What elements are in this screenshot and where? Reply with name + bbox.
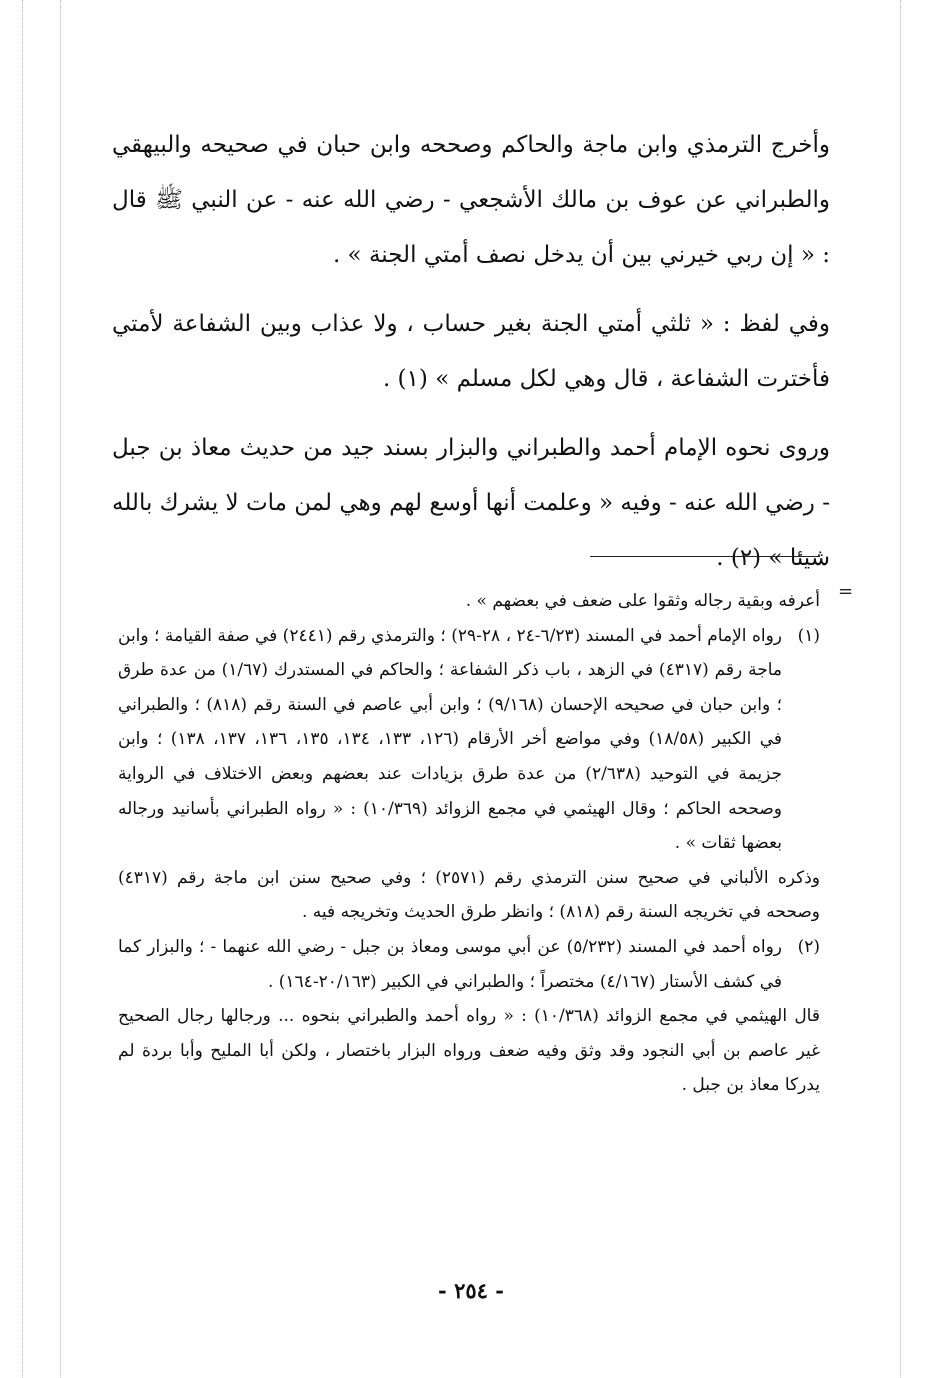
footnote-1-extra: وذكره الألباني في صحيح سنن الترمذي رقم (٢٥٧١) ؛ وفي صحيح سنن ابن ماجة رقم (٤٣١٧) وصححه في تخريجه السنة رقم (٨١٨) ؛ وانظر طرق الحديث وتخريجه فيه . [118,867,820,923]
footnote-number: (١) [797,625,820,646]
page-edge-line-right [900,0,901,1378]
continuation-mark: = [838,581,854,602]
footnote-number: (٢) [797,936,820,957]
footnotes [118,584,820,1103]
footnote-text: رواه الإمام أحمد في المسند (٦/٢٣-٢٤ ، ٢٨-٢٩) ؛ والترمذي رقم (٢٤٤١) في صفة القيامة ؛ وابن ماجة رقم (٤٣١٧) في الزهد ، باب ذكر الشفاعة ؛ والحاكم في المستدرك (١/٦٧) من عدة طرق ؛ وابن حبان في صحيحه الإحسان (٩/١٦٨) ؛ وابن أبي عاصم في السنة رقم (٨١٨) ؛ والطبراني في الكبير (١٨/٥٨) وفي مواضع أخر الأرقام (١٢٦، ١٣٣، ١٣٤، ١٣٥، ١٣٦، ١٣٧، ١٣٨) ؛ وابن جزيمة في التوحيد (٢/٦٣٨) من عدة طرق بزيادات عند بعضهم وبعض الاختلاف في الرواية وصححه الحاكم ؛ وقال الهيثمي في مجمع الزوائد (١٠/٣٦٩) : « رواه الطبراني بأسانيد ورجاله بعضها ثقات » . [118,625,783,854]
paragraph-1: وأخرج الترمذي وابن ماجة والحاكم وصححه وابن حبان في صحيحه والبيهقي والطبراني عن عوف بن مالك الأشجعي - رضي الله عنه - عن النبي ﷺ قال : « إن ربي خيرني بين أن يدخل نصف أمتي الجنة » . [112,132,830,268]
main-text [112,118,830,600]
paragraph-3: وروى نحوه الإمام أحمد والطبراني والبزار بسند جيد من حديث معاذ بن جبل - رضي الله عنه - وفيه « وعلمت أنها أوسع لهم وهي لمن مات لا يشرك بالله شيئا » (٢) . [111,435,830,571]
footnote-2 [118,930,820,999]
footnote-1 [118,619,820,861]
footnote-text: رواه أحمد في المسند (٥/٢٣٢) عن أبي موسى ومعاذ بن جبل - رضي الله عنهما - ؛ والبزار كما في كشف الأستار (٤/١٦٧) مختصراً ؛ والطبراني في الكبير (٢٠/١٦٣-١٦٤) . [118,936,783,992]
footnote-continuation: أعرفه وبقية رجاله وثقوا على ضعف في بعضهم » . [465,591,820,611]
page-edge-line-left [22,0,23,1378]
page-number: - ٢٥٤ - [438,1278,504,1303]
page-edge-line-left-inner [60,0,61,1378]
footnote-2-extra: قال الهيثمي في مجمع الزوائد (١٠/٣٦٨) : « رواه أحمد والطبراني بنحوه ... ورجالها رجال الصحيح غير عاصم بن أبي النجود وقد وثق وفيه ضعف ورواه البزار باختصار ، ولكن أبا المليح وأبا بردة لم يدركا معاذ بن جبل . [118,1006,820,1096]
paragraph-2: وفي لفظ : « ثلثي أمتي الجنة بغير حساب ، ولا عذاب وبين الشفاعة لأمتي فأخترت الشفاعة ، قال وهي لكل مسلم » (١) . [112,311,830,392]
footnote-divider [590,556,820,557]
